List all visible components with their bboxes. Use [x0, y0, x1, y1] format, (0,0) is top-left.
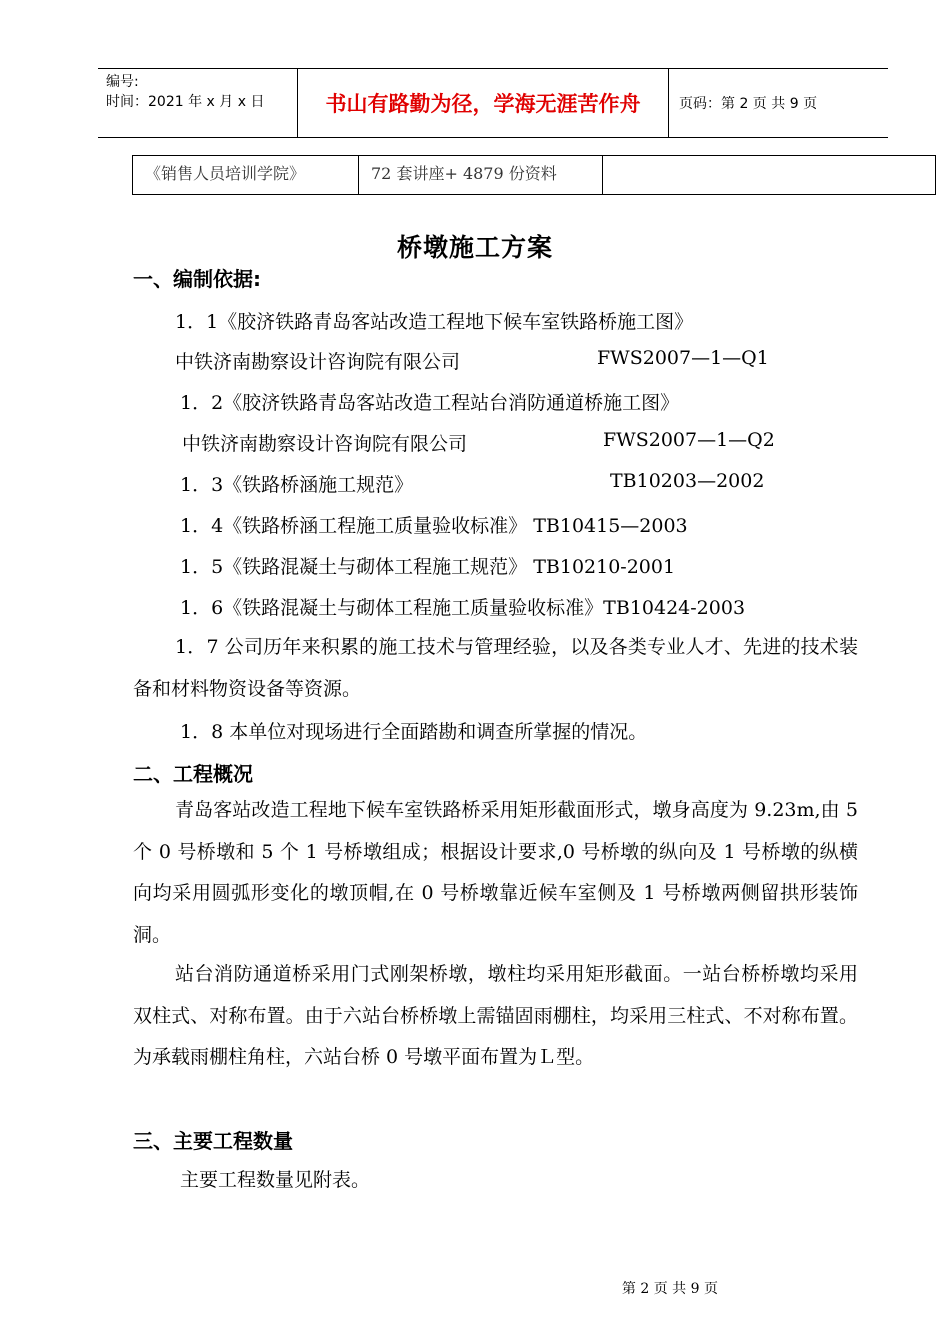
overview-paragraph-2: 站台消防通道桥采用门式刚架桥墩，墩柱均采用矩形截面。一站台桥桥墩均采用双柱式、对称布置。由于六站台桥桥墩上需锚固雨棚柱，均采用三柱式、不对称布置。为承载雨棚柱角柱，六站台桥 0 号墩平面布置为Ｌ型。 [133, 963, 858, 1068]
page-header [98, 68, 888, 138]
reference-item: 1．6《铁路混凝土与砌体工程施工质量验收标准》TB10424-2003 [180, 597, 746, 619]
section-heading-basis: 一、编制依据: [133, 267, 261, 291]
info-cell: 《销售人员培训学院》 [133, 156, 359, 194]
quantity-paragraph: 主要工程数量见附表。 [180, 1169, 371, 1191]
reference-code: FWS2007—1—Q2 [603, 429, 775, 451]
header-motto: 书山有路勤为径，学海无涯苦作舟 [298, 69, 669, 137]
section-heading-quantity: 三、主要工程数量 [133, 1129, 293, 1153]
overview-paragraph-1: 青岛客站改造工程地下候车室铁路桥采用矩形截面形式，墩身高度为 9.23m,由 5 个 0 号桥墩和 5 个 1 号桥墩组成；根据设计要求,0 号桥墩的纵向及 1 号桥墩的纵横向均采用圆弧形变化的墩顶帽,在 0 号桥墩靠近候车室侧及 1 号桥墩两侧留拱形装饰洞。 [133, 799, 858, 946]
reference-code: FWS2007—1—Q1 [597, 347, 769, 369]
number-label: 编号: [106, 74, 139, 90]
reference-org: 中铁济南勘察设计咨询院有限公司 [175, 351, 461, 373]
reference-item-8: 1．8 本单位对现场进行全面踏勘和调查所掌握的情况。 [180, 721, 648, 743]
info-table [132, 155, 936, 195]
reference-code: TB10203—2002 [610, 470, 765, 492]
info-cell: 72 套讲座+ 4879 份资料 [359, 156, 603, 194]
reference-item: 1．3《铁路桥涵施工规范》 [180, 474, 414, 496]
section-heading-overview: 二、工程概况 [133, 762, 253, 786]
reference-item-7: 1．7 公司历年来积累的施工技术与管理经验，以及各类专业人才、先进的技术装备和材料物资设备等资源。 [133, 636, 858, 700]
page-footer: 第 2 页 共 9 页 [621, 1281, 718, 1297]
reference-item: 1．4《铁路桥涵工程施工质量验收标准》 TB10415—2003 [180, 515, 688, 537]
reference-item: 1．5《铁路混凝土与砌体工程施工规范》 TB10210-2001 [180, 556, 676, 578]
header-page-number: 页码：第 2 页 共 9 页 [679, 96, 818, 112]
header-meta [98, 69, 298, 137]
document-title: 桥墩施工方案 [396, 233, 553, 262]
time-label: 时间：2021 年 x 月 x 日 [106, 94, 265, 110]
reference-item: 1．1《胶济铁路青岛客站改造工程地下候车室铁路桥施工图》 [175, 311, 694, 333]
reference-org: 中铁济南勘察设计咨询院有限公司 [182, 433, 468, 455]
reference-item: 1．2《胶济铁路青岛客站改造工程站台消防通道桥施工图》 [180, 392, 680, 414]
info-cell [603, 156, 935, 194]
